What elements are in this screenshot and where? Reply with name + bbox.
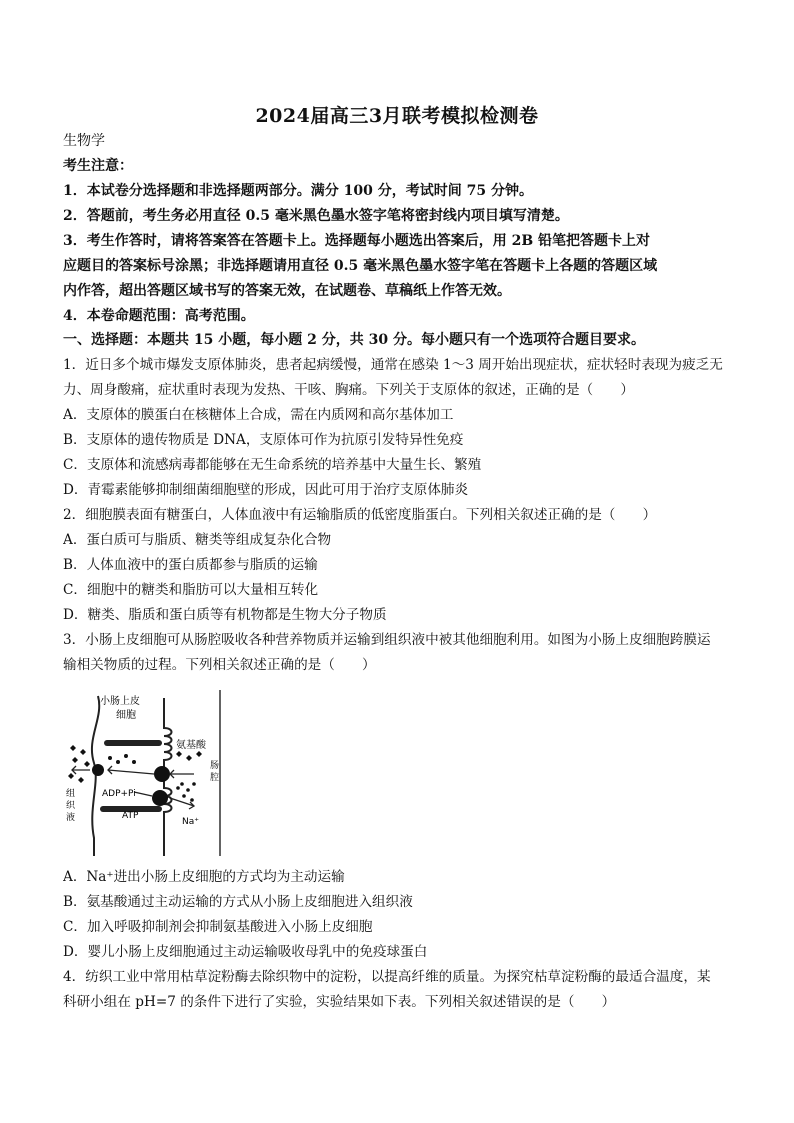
- q3-stem-line-2: 输相关物质的过程。下列相关叙述正确的是（ ）: [63, 657, 376, 673]
- q3-option-d: D．婴儿小肠上皮细胞通过主动运输吸收母乳中的免疫球蛋白: [63, 944, 428, 960]
- notice-item-3-cont2: 内作答，超出答题区域书写的答案无效，在试题卷、草稿纸上作答无效。: [63, 283, 511, 299]
- q3-stem-line-1: 3．小肠上皮细胞可从肠腔吸收各种营养物质并运输到组织液中被其他细胞利用。如图为小肠上皮细胞跨膜运: [63, 632, 711, 648]
- label-tissue-3: 液: [66, 813, 76, 823]
- label-amino-acid: 氨基酸: [176, 740, 206, 751]
- label-adp-pi: ADP+Pi: [102, 789, 136, 799]
- label-cell-2: 细胞: [116, 710, 136, 721]
- q1-option-b: B．支原体的遗传物质是 DNA，支原体可作为抗原引发特异性免疫: [63, 432, 464, 448]
- label-tissue-2: 织: [66, 801, 76, 811]
- cotransporter-icon: [154, 766, 170, 782]
- q2-option-a: A．蛋白质可与脂质、糖类等组成复杂化合物: [63, 532, 332, 548]
- sodium-pump-icon: [152, 790, 168, 806]
- label-tissue-1: 组: [66, 789, 76, 799]
- q1-option-a: A．支原体的膜蛋白在核糖体上合成，需在内质网和高尔基体加工: [63, 407, 454, 423]
- label-lumen-1: 肠: [210, 761, 220, 771]
- page-title: 2024届高三3月联考模拟检测卷: [255, 105, 539, 127]
- q4-stem-line-2: 科研小组在 pH=7 的条件下进行了实验，实验结果如下表。下列相关叙述错误的是（ ）: [63, 994, 616, 1010]
- label-lumen-2: 腔: [210, 773, 220, 783]
- q3-option-a: A．Na⁺进出小肠上皮细胞的方式均为主动运输: [63, 869, 345, 885]
- q3-option-c: C．加入呼吸抑制剂会抑制氨基酸进入小肠上皮细胞: [63, 919, 373, 935]
- label-sodium: Na⁺: [182, 817, 199, 827]
- transport-diagram-svg: [64, 688, 230, 858]
- label-cell-1: 小肠上皮: [100, 696, 140, 707]
- q2-stem-line-1: 2．细胞膜表面有糖蛋白，人体血液中有运输脂质的低密度脂蛋白。下列相关叙述正确的是（ ）: [63, 507, 657, 523]
- carrier-protein-icon: [92, 764, 104, 776]
- notice-item-2: 2．答题前，考生务必用直径 0.5 毫米黑色墨水签字笔将密封线内项目填写清楚。: [63, 208, 569, 224]
- transport-diagram: [64, 688, 230, 858]
- q2-option-d: D．糖类、脂质和蛋白质等有机物都是生物大分子物质: [63, 607, 387, 623]
- notice-item-4: 4．本卷命题范围：高考范围。: [63, 308, 255, 324]
- notice-item-3: 3．考生作答时，请将答案答在答题卡上。选择题每小题选出答案后，用 2B 铅笔把答题卡上对: [63, 233, 651, 249]
- label-atp: ATP: [122, 811, 139, 821]
- subject-label: 生物学: [63, 133, 105, 149]
- q1-stem-line-2: 力、周身酸痛，症状重时表现为发热、干咳、胸痛。下列关于支原体的叙述，正确的是（ ）: [63, 382, 634, 398]
- notice-item-3-cont: 应题目的答案标号涂黑；非选择题请用直径 0.5 毫米黑色墨水签字笔在答题卡上各题的答题区域: [63, 258, 658, 274]
- notice-item-1: 1．本试卷分选择题和非选择题两部分。满分 100 分，考试时间 75 分钟。: [63, 183, 533, 199]
- q4-stem-line-1: 4．纺织工业中常用枯草淀粉酶去除织物中的淀粉，以提高纤维的质量。为探究枯草淀粉酶的最适合温度，某: [63, 969, 711, 985]
- q1-stem-line-1: 1．近日多个城市爆发支原体肺炎，患者起病缓慢，通常在感染 1～3 周开始出现症状，症状轻时表现为疲乏无: [63, 357, 723, 373]
- q3-option-b: B．氨基酸通过主动运输的方式从小肠上皮细胞进入组织液: [63, 894, 413, 910]
- q2-option-c: C．细胞中的糖类和脂肪可以大量相互转化: [63, 582, 319, 598]
- q1-option-d: D．青霉素能够抑制细菌细胞壁的形成，因此可用于治疗支原体肺炎: [63, 482, 469, 498]
- q2-option-b: B．人体血液中的蛋白质都参与脂质的运输: [63, 557, 318, 573]
- notice-heading: 考生注意：: [63, 158, 133, 174]
- q1-option-c: C．支原体和流感病毒都能够在无生命系统的培养基中大量生长、繁殖: [63, 457, 482, 473]
- section-heading: 一、选择题：本题共 15 小题，每小题 2 分，共 30 分。每小题只有一个选项符合题目要求。: [63, 332, 645, 348]
